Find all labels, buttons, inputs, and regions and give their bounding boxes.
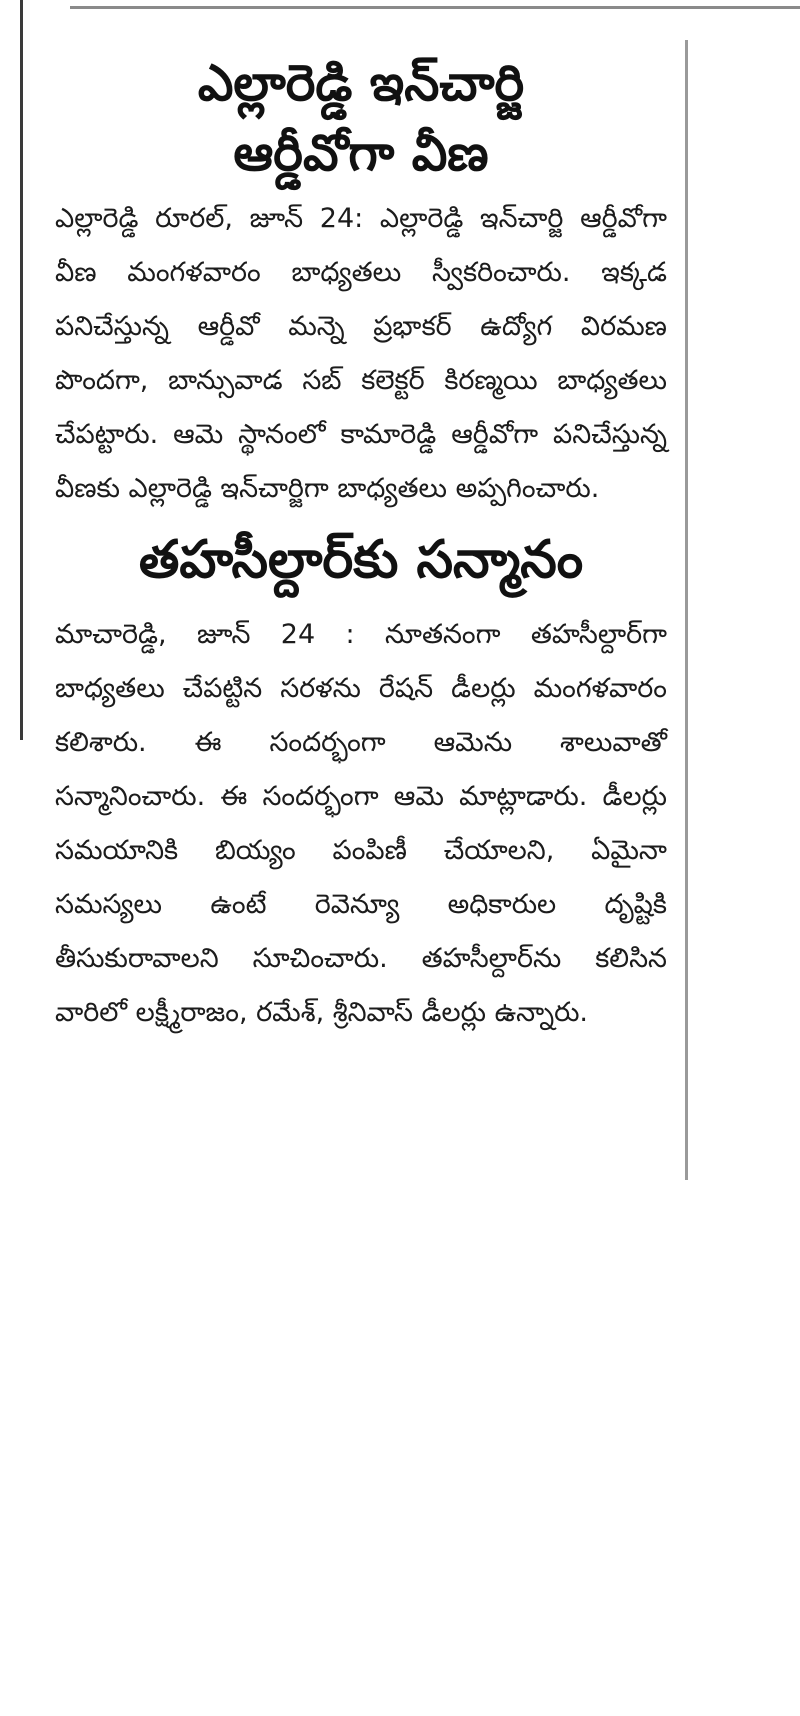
story-1-body: ఎల్లారెడ్డి రూరల్, జూన్ 24: ఎల్లారెడ్డి ఇన్‌చార్జి ఆర్డీవోగా వీణ మంగళవారం బాధ్యతలు స్వీకరించారు. ఇక్కడ పనిచేస్తున్న ఆర్డీవో మన్నె ప్రభాకర్ ఉద్యోగ విరమణ పొందగా, బాన్సువాడ సబ్ కలెక్టర్ కిరణ్మయి బాధ్యతలు చేపట్టారు. ఆమె స్థానంలో కామారెడ్డి ఆర్డీవోగా పనిచేస్తున్న వీణకు ఎల్లారెడ్డి ఇన్‌చార్జిగా బాధ్యతలు అప్పగించారు.: [55, 203, 667, 504]
story-tahsildar-felicitation: [55, 522, 667, 1040]
right-column-rule: [685, 40, 688, 1180]
left-column-rule: [20, 0, 23, 740]
story-1-headline: [55, 40, 667, 192]
story-1-headline-line-1: ఎల్లారెడ్డి ఇన్‌చార్జి: [197, 54, 525, 112]
newspaper-clipping: [55, 40, 667, 1040]
story-ellareddy-rdo: [55, 40, 667, 516]
story-2-headline: తహసీల్దార్‌కు సన్మానం: [138, 530, 584, 590]
top-column-rule: [70, 6, 800, 9]
story-1-headline-line-2: ఆర్డీవోగా వీణ: [233, 124, 489, 182]
story-2-headline-block: [55, 522, 667, 608]
story-2-body: మాచారెడ్డి, జూన్ 24 : నూతనంగా తహసీల్దార్‌గా బాధ్యతలు చేపట్టిన సరళను రేషన్ డీలర్లు మంగళవారం కలిశారు. ఈ సందర్భంగా ఆమెను శాలువాతో సన్మానించారు. ఈ సందర్భంగా ఆమె మాట్లాడారు. డీలర్లు సమయానికి బియ్యం పంపిణీ చేయాలని, ఏమైనా సమస్యలు ఉంటే రెవెన్యూ అధికారుల దృష్టికి తీసుకురావాలని సూచించారు. తహసీల్దార్‌ను కలిసిన వారిలో లక్ష్మీరాజం, రమేశ్, శ్రీనివాస్ డీలర్లు ఉన్నారు.: [55, 619, 667, 1028]
